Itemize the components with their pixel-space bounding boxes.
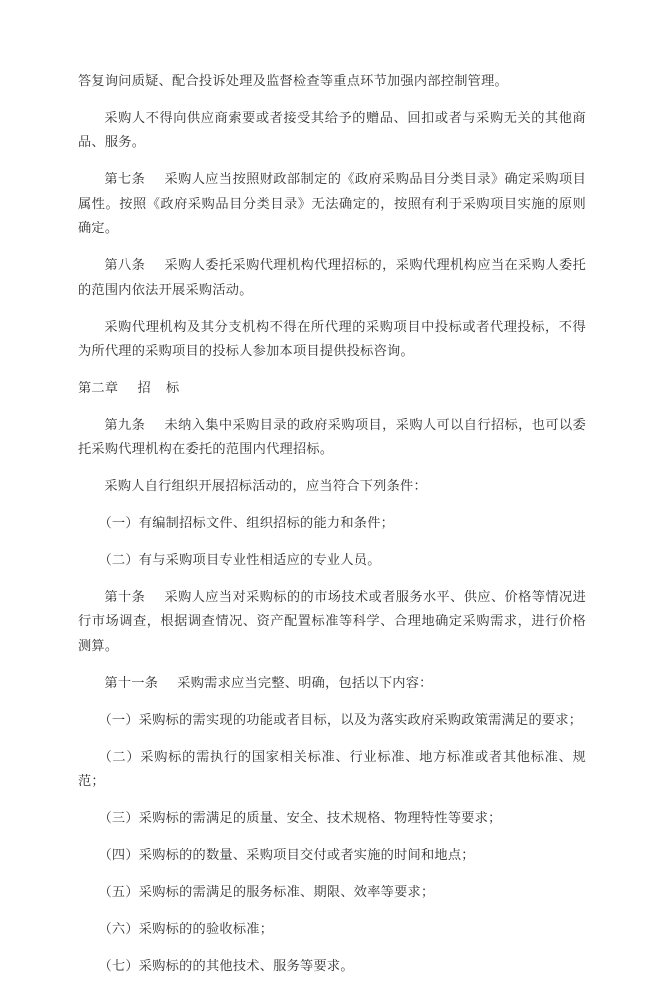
chapter-2-title-char-2: 标	[166, 380, 180, 396]
article-10-label: 第十条	[104, 589, 146, 605]
chapter-2-title-char-1: 招	[137, 380, 151, 396]
chapter-2-heading	[78, 377, 586, 402]
article-11-text: 采购需求应当完整、明确，包括以下内容：	[177, 675, 433, 691]
list-item-requirement-7: （七）采购标的的其他技术、服务等要求。	[98, 959, 354, 975]
article-11	[78, 672, 586, 697]
paragraph-agency-restriction: 采购代理机构及其分支机构不得在所代理的采购项目中投标或者代理投标，不得为所代理的采购项目的投标人参加本项目提供投标咨询。	[78, 319, 586, 360]
article-8-label: 第八条	[104, 258, 146, 274]
chapter-2-label: 第二章	[78, 380, 119, 396]
list-item-requirement-6: （六）采购标的的验收标准；	[98, 922, 274, 938]
list-item-requirement-1: （一）采购标的需实现的功能或者目标，以及为落实政府采购政策需满足的要求；	[98, 712, 583, 728]
article-7-label: 第七条	[104, 172, 146, 188]
paragraph-self-organized-conditions: 采购人自行组织开展招标活动的，应当符合下列条件：	[104, 479, 427, 495]
list-item-requirement-4: （四）采购标的的数量、采购项目交付或者实施的时间和地点；	[98, 848, 475, 864]
list-item-requirement-2: （二）采购标的需执行的国家相关标准、行业标准、地方标准或者其他标准、规范；	[78, 749, 586, 790]
list-item-condition-1: （一）有编制招标文件、组织招标的能力和条件；	[98, 515, 395, 531]
article-11-label: 第十一条	[104, 675, 159, 691]
list-item-condition-2: （二）有与采购项目专业性相适应的专业人员。	[98, 552, 381, 568]
paragraph-internal-control: 答复询问质疑、配合投诉处理及监督检查等重点环节加强内部控制管理。	[78, 74, 508, 89]
article-9-label: 第九条	[104, 417, 146, 433]
article-8-text: 采购人委托采购代理机构代理招标的，采购代理机构应当在采购人委托的范围内依法开展采购活动。	[78, 258, 587, 298]
article-7	[78, 168, 586, 242]
list-item-requirement-5: （五）采购标的需满足的服务标准、期限、效率等要求；	[98, 885, 435, 901]
article-8	[78, 254, 586, 303]
article-9	[78, 414, 586, 463]
document-body	[78, 70, 586, 992]
list-item-requirement-3: （三）采购标的需满足的质量、安全、技术规格、物理特性等要求；	[98, 811, 502, 827]
article-10-text: 采购人应当对采购标的的市场技术或者服务水平、供应、价格等情况进行市场调查，根据调查情况、资产配置标准等科学、合理地确定采购需求，进行价格测算。	[78, 589, 587, 654]
article-9-text: 未纳入集中采购目录的政府采购项目，采购人可以自行招标，也可以委托采购代理机构在委托的范围内代理招标。	[78, 417, 587, 458]
paragraph-no-gifts: 采购人不得向供应商索要或者接受其给予的赠品、回扣或者与采购无关的其他商品、服务。	[78, 110, 586, 151]
article-7-text: 采购人应当按照财政部制定的《政府采购品目分类目录》确定采购项目属性。按照《政府采购品目分类目录》无法确定的，按照有利于采购项目实施的原则确定。	[78, 172, 587, 237]
article-10	[78, 586, 586, 660]
